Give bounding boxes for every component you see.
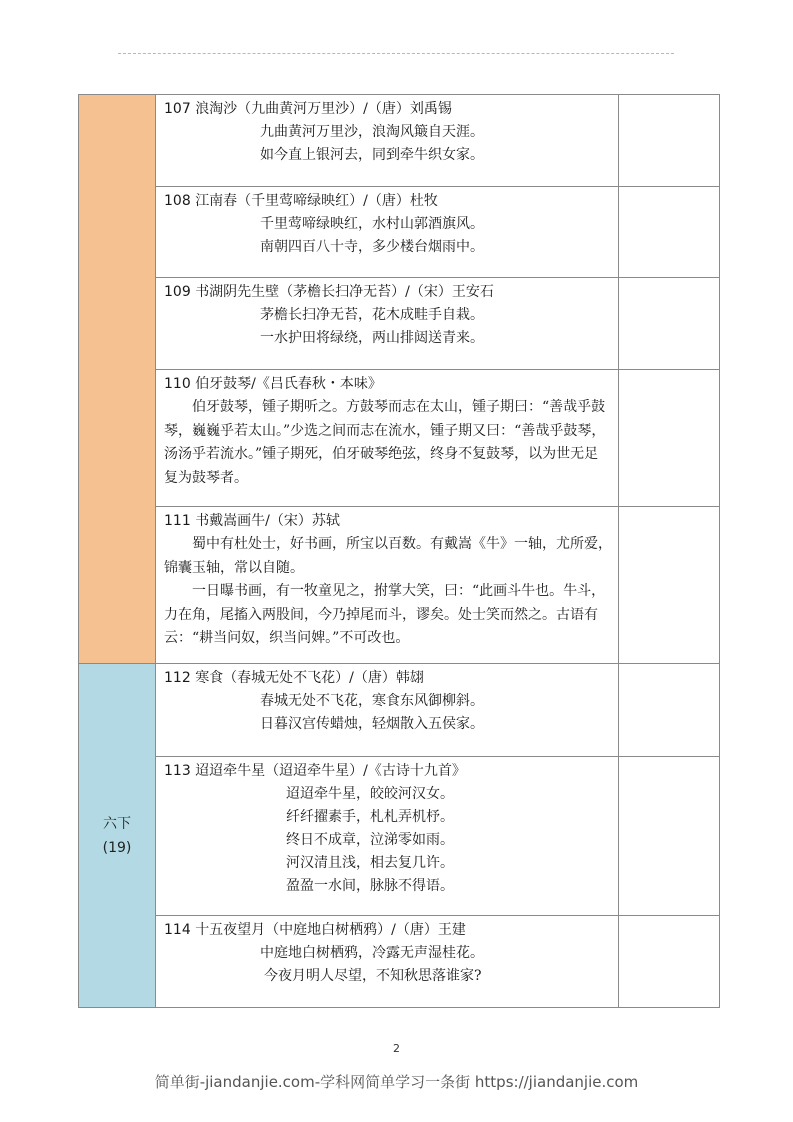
notes-cell bbox=[619, 370, 720, 507]
entry-114 bbox=[156, 916, 619, 1008]
entry-number: 113 bbox=[164, 763, 191, 779]
prose-paragraph: 蜀中有杜处士，好书画，所宝以百数。有戴嵩《牛》一轴，尤所爱，锦囊玉轴，常以自随。 bbox=[164, 536, 612, 576]
poem-line: 河汉清且浅，相去复几许。 bbox=[286, 855, 454, 871]
poem-line: 日暮汉宫传蜡烛，轻烟散入五侯家。 bbox=[260, 716, 484, 732]
entry-title: 伯牙鼓琴/《吕氏春秋・本味》 bbox=[195, 376, 382, 392]
entry-title: 寒食（春城无处不飞花）/（唐）韩翃 bbox=[195, 670, 424, 686]
poem-line: 今夜月明人尽望，不知秋思落谁家? bbox=[264, 968, 482, 984]
entry-title: 迢迢牵牛星（迢迢牵牛星）/《古诗十九首》 bbox=[195, 763, 466, 779]
entry-107 bbox=[156, 95, 619, 187]
entry-title: 书戴嵩画牛/（宋）苏轼 bbox=[195, 513, 340, 529]
entry-number: 108 bbox=[164, 193, 191, 209]
table-row bbox=[79, 370, 720, 507]
entry-title: 浪淘沙（九曲黄河万里沙）/（唐）刘禹锡 bbox=[195, 101, 452, 117]
header-rule bbox=[118, 53, 674, 54]
poem-line: 茅檐长扫净无苔，花木成畦手自栽。 bbox=[260, 307, 484, 323]
entry-number: 107 bbox=[164, 101, 191, 117]
grade-cell-six-down bbox=[79, 664, 156, 1008]
entry-number: 114 bbox=[164, 922, 191, 938]
notes-cell bbox=[619, 507, 720, 664]
entry-109 bbox=[156, 278, 619, 370]
table-row bbox=[79, 278, 720, 370]
entry-number: 111 bbox=[164, 513, 191, 529]
entry-112 bbox=[156, 664, 619, 757]
poem-table bbox=[78, 94, 720, 1008]
entry-108 bbox=[156, 187, 619, 278]
grade-count: (19) bbox=[102, 839, 132, 856]
poem-line: 盈盈一水间，脉脉不得语。 bbox=[286, 878, 454, 894]
entry-number: 110 bbox=[164, 376, 191, 392]
poem-line: 终日不成章，泣涕零如雨。 bbox=[286, 832, 454, 848]
table-row bbox=[79, 757, 720, 916]
poem-line: 迢迢牵牛星，皎皎河汉女。 bbox=[286, 786, 454, 802]
poem-line: 春城无处不飞花，寒食东风御柳斜。 bbox=[260, 693, 484, 709]
notes-cell bbox=[619, 757, 720, 916]
poem-line: 中庭地白树栖鸦，冷露无声湿桂花。 bbox=[260, 945, 484, 961]
notes-cell bbox=[619, 664, 720, 757]
grade-cell-upper bbox=[79, 95, 156, 664]
entry-title: 书湖阴先生壁（茅檐长扫净无苔）/（宋）王安石 bbox=[195, 284, 494, 300]
poem-line: 九曲黄河万里沙，浪淘风簸自天涯。 bbox=[260, 124, 484, 140]
entry-113 bbox=[156, 757, 619, 916]
table-row bbox=[79, 187, 720, 278]
entry-number: 112 bbox=[164, 670, 191, 686]
poem-line: 一水护田将绿绕，两山排闼送青来。 bbox=[260, 330, 484, 346]
entry-title: 十五夜望月（中庭地白树栖鸦）/（唐）王建 bbox=[195, 922, 466, 938]
entry-110 bbox=[156, 370, 619, 507]
table-row bbox=[79, 916, 720, 1008]
poem-line: 南朝四百八十寺，多少楼台烟雨中。 bbox=[260, 239, 484, 255]
notes-cell bbox=[619, 187, 720, 278]
prose-paragraph: 伯牙鼓琴，锺子期听之。方鼓琴而志在太山，锺子期曰：“善哉乎鼓琴，巍巍乎若太山。”少选之间而志在流水，锺子期又曰：“善哉乎鼓琴，汤汤乎若流水。”锺子期死，伯牙破琴绝弦，终身不复鼓琴，以为世无足复为鼓琴者。 bbox=[164, 399, 606, 486]
poem-line: 如今直上银河去，同到牵牛织女家。 bbox=[260, 147, 484, 163]
notes-cell bbox=[619, 95, 720, 187]
notes-cell bbox=[619, 278, 720, 370]
notes-cell bbox=[619, 916, 720, 1008]
grade-label: 六下 bbox=[103, 815, 131, 832]
footer-watermark: 简单街-jiandanjie.com-学科网简单学习一条街 https://jiandanjie.com bbox=[154, 1073, 639, 1091]
page-number: 2 bbox=[393, 1042, 400, 1055]
prose-paragraph: 一日曝书画，有一牧童见之，拊掌大笑，曰：“此画斗牛也。牛斗，力在角，尾搐入两股间，今乃掉尾而斗，谬矣。处士笑而然之。古语有云：“耕当问奴，织当问婢。”不可改也。 bbox=[164, 583, 606, 646]
poem-line: 纤纤擢素手，札札弄机杼。 bbox=[286, 809, 454, 825]
table-row bbox=[79, 507, 720, 664]
entry-title: 江南春（千里莺啼绿映红）/（唐）杜牧 bbox=[195, 193, 438, 209]
poem-line: 千里莺啼绿映红，水村山郭酒旗风。 bbox=[260, 216, 484, 232]
entry-number: 109 bbox=[164, 284, 191, 300]
table-row bbox=[79, 95, 720, 187]
table-row bbox=[79, 664, 720, 757]
entry-111 bbox=[156, 507, 619, 664]
